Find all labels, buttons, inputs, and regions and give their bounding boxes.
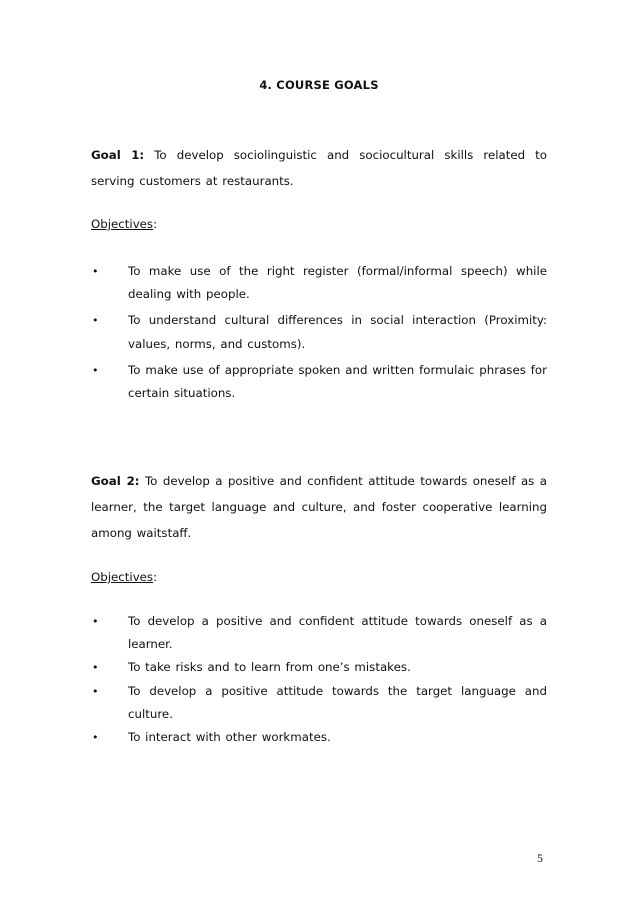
- page-title: 4. COURSE GOALS: [259, 78, 379, 92]
- goal-2-objectives-list: [91, 610, 547, 749]
- bullet-icon: •: [92, 363, 99, 377]
- bullet-icon: •: [92, 615, 99, 628]
- goal-2-label: Goal 2:: [91, 474, 140, 488]
- list-item: • To make use of the right register (formal/informal speech) while dealing with people.: [91, 260, 547, 306]
- list-item: • To make use of appropriate spoken and written formulaic phrases for certain situations.: [91, 359, 547, 405]
- list-item: • To interact with other workmates.: [91, 726, 547, 749]
- list-item: • To take risks and to learn from one’s mistakes.: [91, 656, 547, 679]
- bullet-icon: •: [92, 265, 99, 278]
- bullet-icon: •: [92, 661, 99, 675]
- page-number: 5: [537, 851, 543, 865]
- bullet-icon: •: [92, 314, 99, 328]
- goal-1-paragraph: [91, 142, 547, 194]
- goal-1-text: To develop sociolinguistic and sociocultural skills related to serving customers at restaurants.: [91, 148, 548, 188]
- goal-1-objectives-heading: Objectives:: [91, 217, 158, 231]
- goal-2-paragraph: [91, 468, 547, 546]
- list-item: • To develop a positive attitude towards the target language and culture.: [91, 680, 547, 726]
- bullet-icon: •: [92, 731, 99, 745]
- bullet-icon: •: [92, 684, 99, 698]
- goal-1-objectives-list: [91, 260, 547, 405]
- list-item: • To understand cultural differences in social interaction (Proximity: values, norms, and customs).: [91, 309, 547, 355]
- goal-2-text: To develop a positive and confident attitude towards oneself as a learner, the target language and culture, and foster cooperative learning among waitstaff.: [91, 474, 547, 540]
- goal-1-label: Goal 1:: [91, 148, 145, 162]
- goal-2-objectives-heading: Objectives:: [91, 570, 158, 584]
- list-item: • To develop a positive and confident attitude towards oneself as a learner.: [91, 610, 547, 656]
